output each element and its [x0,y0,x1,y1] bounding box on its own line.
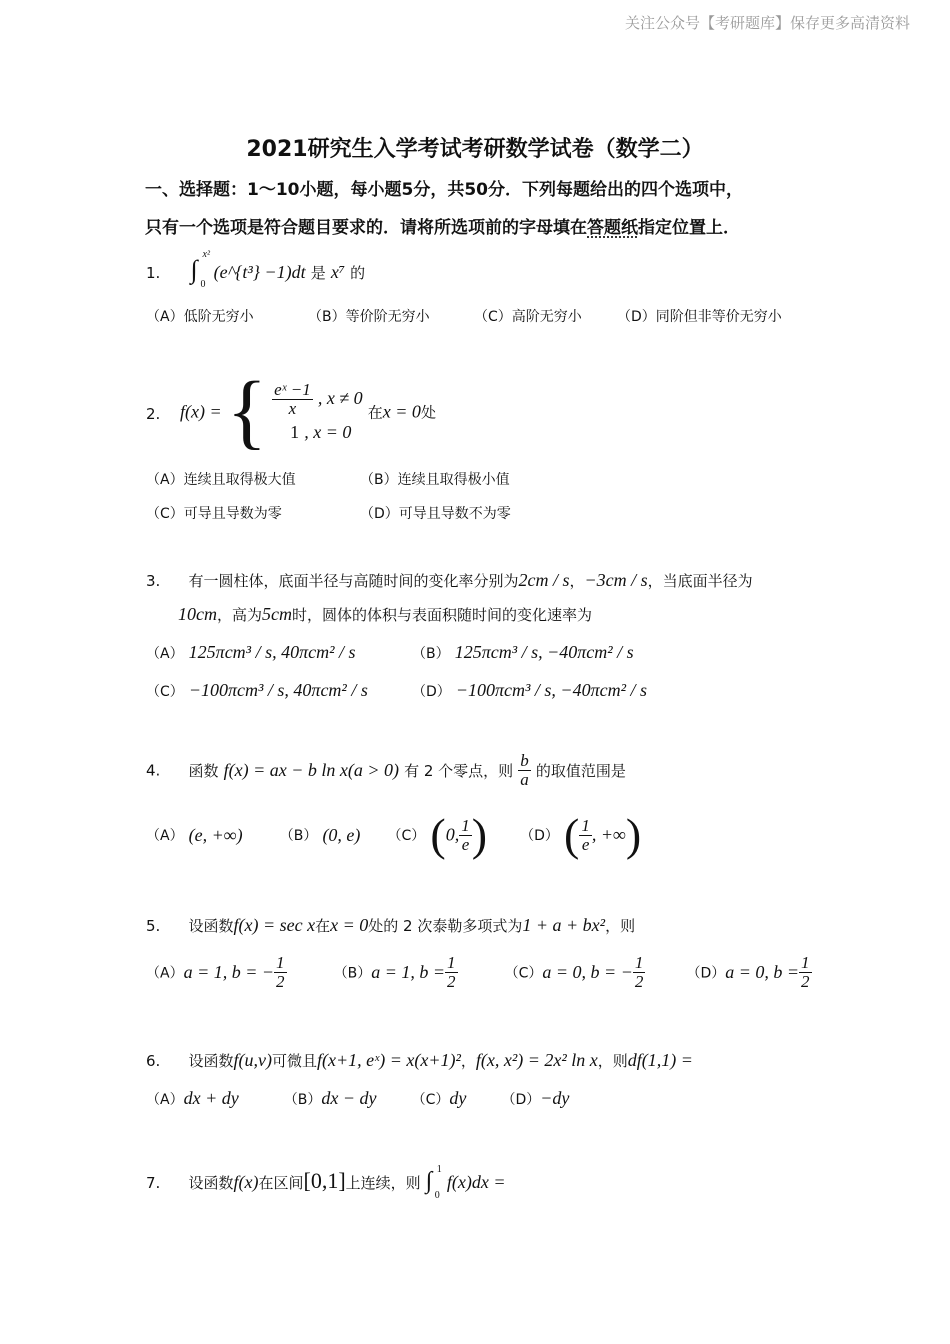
q2-option-b: （B）连续且取得极小值 [360,472,510,488]
q2-option-a: （A）连续且取得极大值 [146,472,296,488]
q3-option-b: （B） 125πcm³ / s, −40πcm² / s [412,642,634,662]
q2-option-d: （D）可导且导数不为零 [360,506,511,522]
question-3-line2: 10cm，高为5cm时，圆体的体积与表面积随时间的变化速率为 [178,604,593,624]
question-1: 1. ∫ x² 0 (e^{t³} −1)dt 是 x⁷ 的 [146,249,366,290]
q6-options: （A）dx + dy （B）dx − dy （C）dy （D）−dy [146,1088,570,1108]
q1-option-c: （C）高阶无穷小 [474,309,582,325]
page-title: 2021研究生入学考试考研数学试卷（数学二） [246,137,704,162]
instructions-line2: 只有一个选项是符合题目要求的．请将所选项前的字母填在答题纸指定位置上． [145,218,740,238]
integral-sign: ∫ [190,255,198,284]
q1-option-b: （B）等价阶无穷小 [308,309,430,325]
question-5: 5. 设函数f(x) = sec x在x = 0处的 2 次泰勒多项式为1 + a + bx²，则 [146,915,636,935]
integral-sign: ∫ [425,1168,433,1194]
instructions-line1: 一、选择题：1～10小题，每小题5分，共50分．下列每题给出的四个选项中， [145,180,743,200]
q3-option-a: （A） 125πcm³ / s, 40πcm² / s [146,642,356,662]
q4-options: （A） (e, +∞) （B） (0, e) （C） (0, $\frac{1}{e}$ ) （D） ( $\frac{1}{e}$ , +∞) [146,809,642,860]
q3-option-d: （D） −100πcm³ / s, −40πcm² / s [412,680,647,700]
brace: { [226,365,268,458]
q2-option-c: （C）可导且导数为零 [146,506,282,522]
question-4: 4. 函数 f(x) = ax − b ln x(a > 0) 有 2 个零点，则 $\frac{b}{a}$ 的取值范围是 [146,751,626,789]
question-7: 7. 设函数f(x)在区间[0,1]上连续，则 ∫ 1 0 f(x)dx = [146,1164,506,1201]
question-2: f(x) = { $\frac{\text{eˣ −1}}{x}$ , x ≠ 0 1 , x = 0 在x = 0处 [180,365,436,458]
question-6: 6. 设函数f(u,v)可微且f(x+1, eˣ) = x(x+1)²，f(x, x²) = 2x² ln x，则df(1,1) = [146,1050,693,1070]
q3-option-c: （C） −100πcm³ / s, 40πcm² / s [146,680,368,700]
q1-option-a: （A）低阶无穷小 [146,309,254,325]
answer-sheet-emphasis: 答题纸 [587,218,638,238]
question-3: 3. 有一圆柱体，底面半径与高随时间的变化率分别为2cm / s，−3cm / s，当底面半径为 [146,570,753,590]
watermark: 关注公众号【考研题库】保存更多高清资料 [624,14,910,32]
question-2-number: 2. [146,405,161,423]
q1-option-d: （D）同阶但非等价无穷小 [617,309,782,325]
q5-options: （A）a = 1, b = − $\frac{1}{2}$ （B）a = 1, b = $\frac{1}{2}$ （C）a = 0, b = − $\frac{1}{2}$ （D）a = 0, b = $\frac{1}{2}$ [146,953,810,991]
